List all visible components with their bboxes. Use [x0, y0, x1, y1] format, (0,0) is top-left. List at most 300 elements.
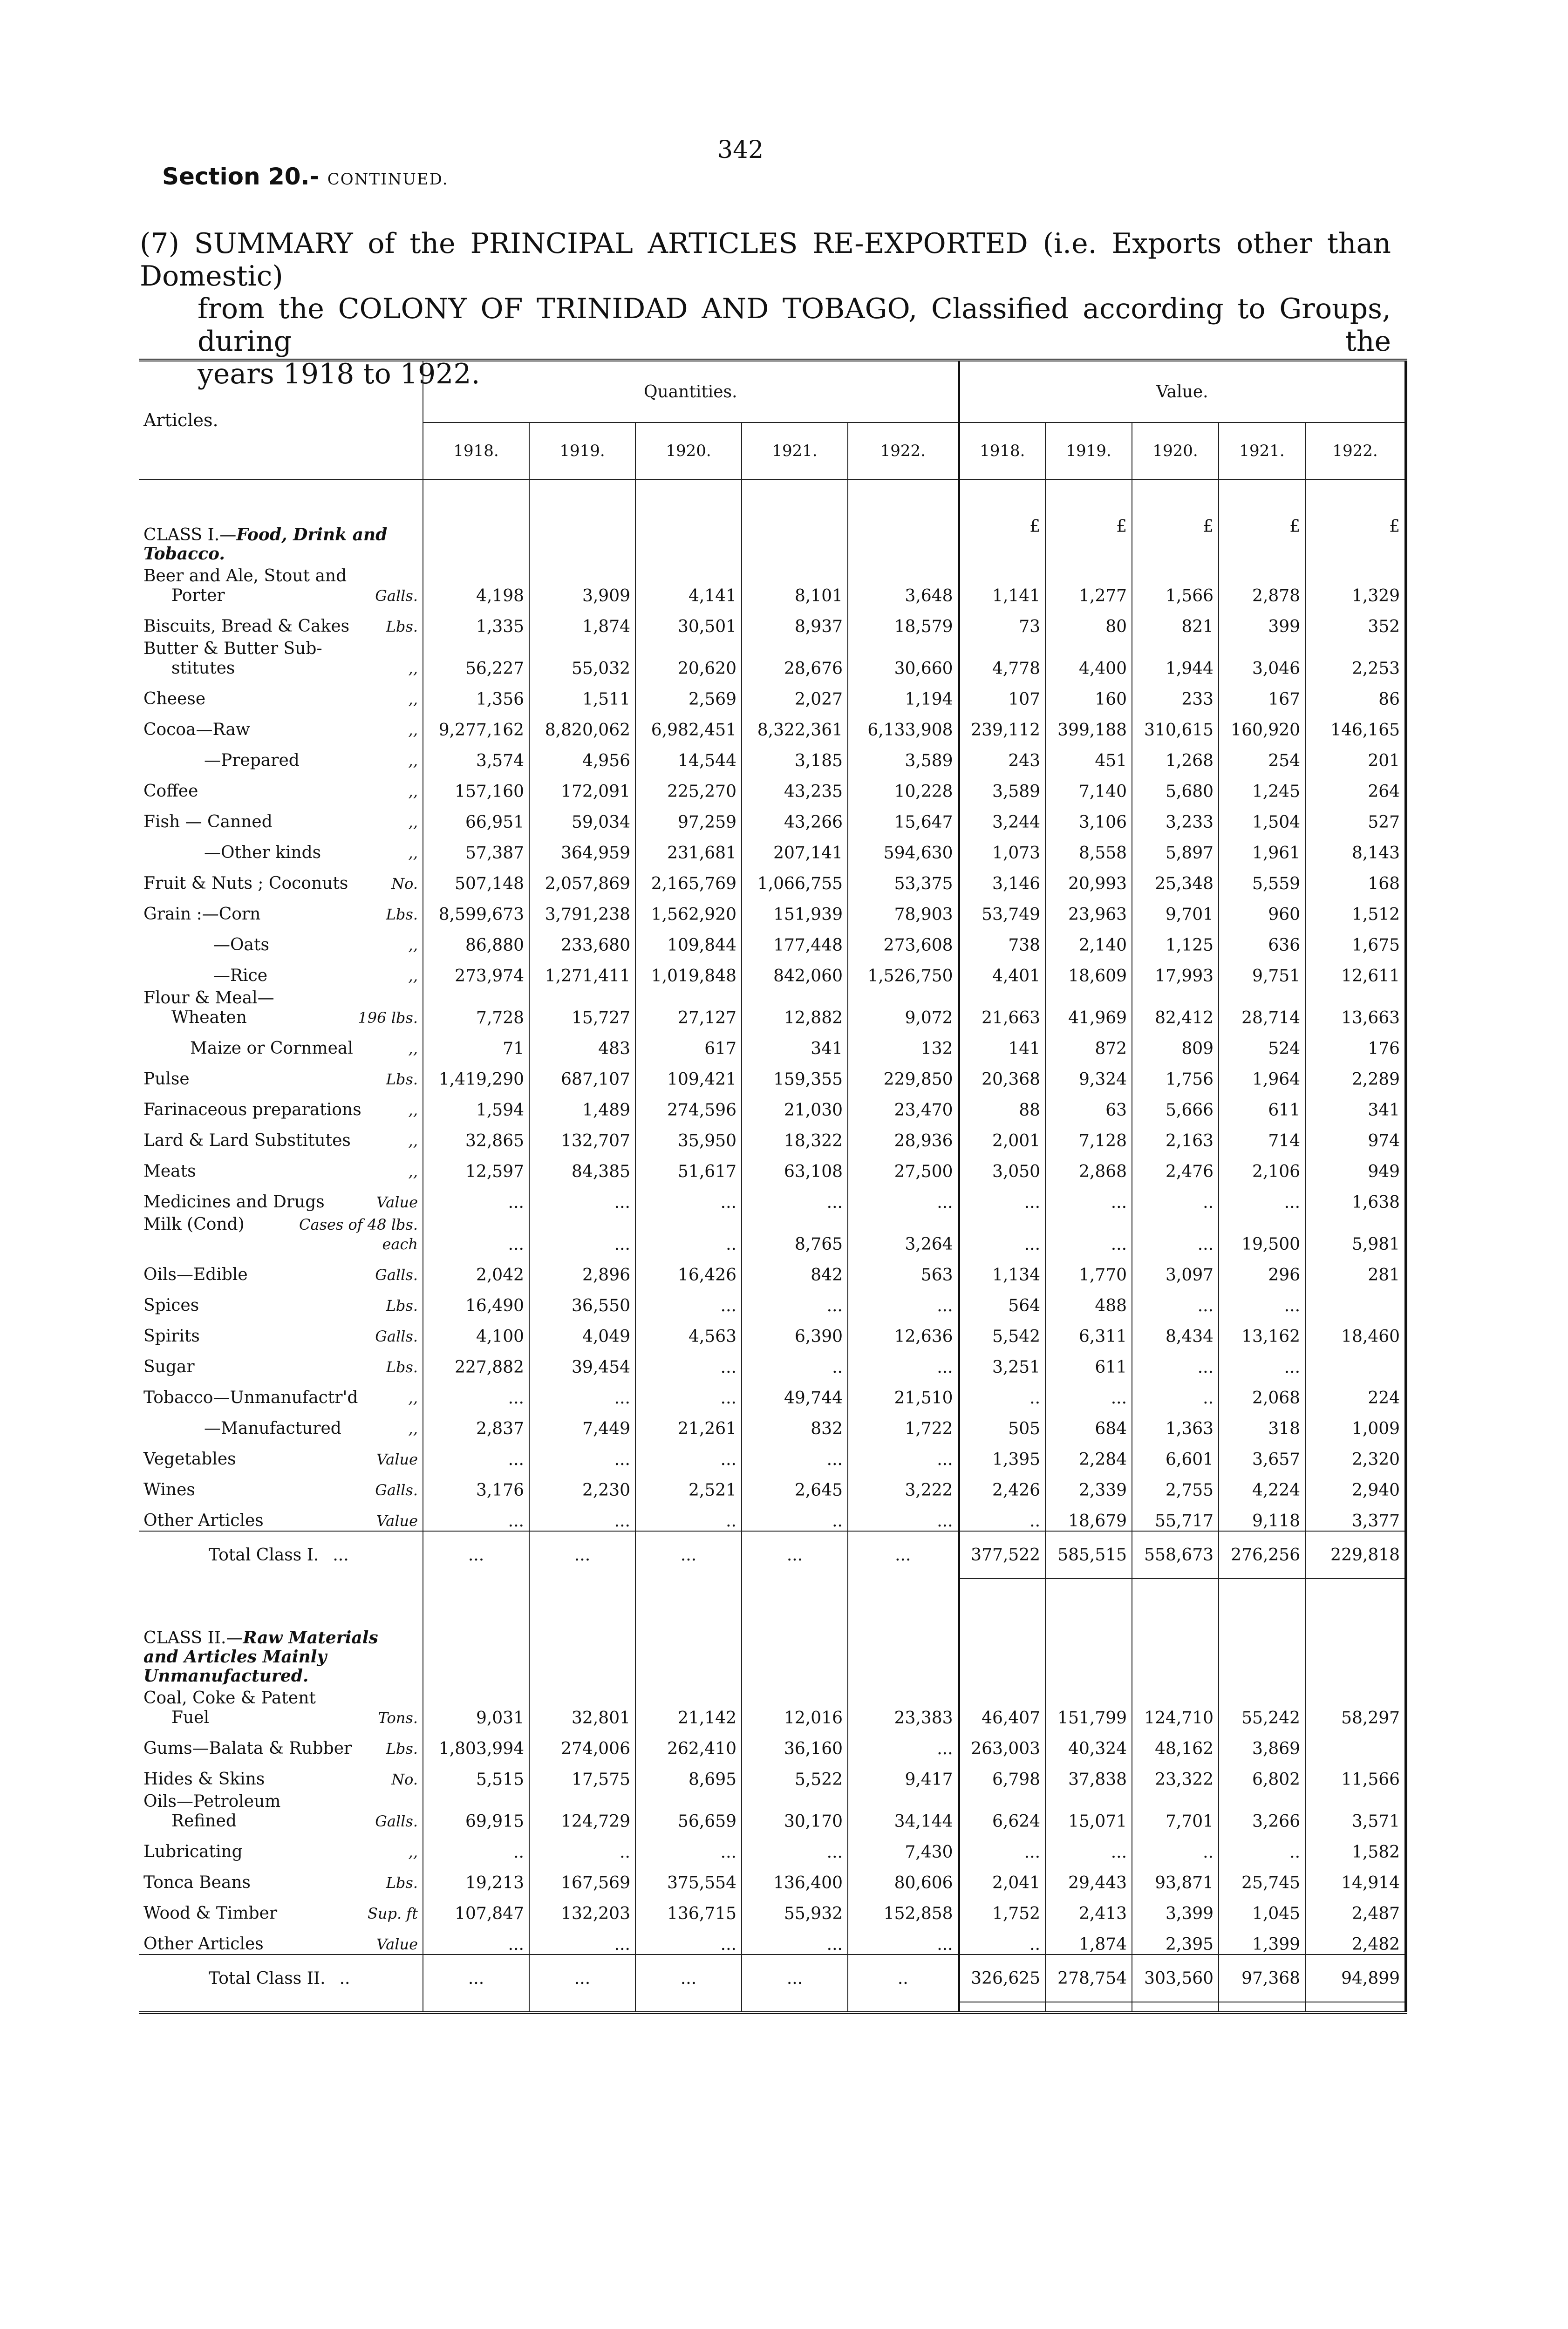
quantities-header: Quantities. [423, 360, 959, 422]
table-row [139, 1254, 1406, 1285]
quantity-cell: 274,006 [529, 1728, 635, 1758]
article-name-cont [143, 1008, 418, 1028]
quantity-cell: 12,882 [742, 986, 848, 1028]
table-row [139, 1058, 1406, 1089]
value-cell: 233 [1132, 678, 1219, 709]
value-cell: 505 [959, 1408, 1045, 1438]
spacer-cell [635, 2002, 742, 2013]
quantity-cell: .. [635, 1500, 742, 1531]
class2-total-label [139, 1954, 423, 2002]
quantity-cell: ... [848, 1438, 959, 1469]
quantity-cell: ... [423, 1212, 529, 1254]
quantity-cell: 5,522 [742, 1758, 848, 1789]
article-name: Butter & Butter Sub- [143, 639, 322, 658]
quantity-cell: 483 [529, 1028, 635, 1058]
quantity-cell: 16,490 [423, 1285, 529, 1315]
spacer-cell [423, 489, 529, 564]
table-row [139, 678, 1406, 709]
table-row [139, 709, 1406, 740]
quantity-cell: 2,027 [742, 678, 848, 709]
quantity-cell: 273,974 [423, 955, 529, 986]
value-cell: .. [959, 1500, 1045, 1531]
article-label [139, 1377, 423, 1408]
table-row [139, 1438, 1406, 1469]
table-row [139, 1151, 1406, 1181]
quantity-cell: 8,599,673 [423, 893, 529, 924]
quantity-cell: 4,049 [529, 1315, 635, 1346]
total-quantity-cell: .. [848, 1954, 959, 2002]
quantity-cell: 55,032 [529, 636, 635, 678]
article-name: Biscuits, Bread & Cakes [143, 617, 350, 636]
value-cell: 4,778 [959, 636, 1045, 678]
quantity-cell: 21,261 [635, 1408, 742, 1438]
quantity-cell: 55,932 [742, 1893, 848, 1923]
value-cell: 5,981 [1305, 1212, 1406, 1254]
quantity-cell: 8,322,361 [742, 709, 848, 740]
quantity-cell: 2,896 [529, 1254, 635, 1285]
value-cell: 3,266 [1219, 1789, 1305, 1831]
article-label [139, 1058, 423, 1089]
spacer-cell [635, 479, 742, 489]
value-cell: 11,566 [1305, 1758, 1406, 1789]
table-row [139, 1789, 1406, 1831]
quantity-cell: 9,277,162 [423, 709, 529, 740]
quantity-cell: 172,091 [529, 770, 635, 801]
article-label [139, 1408, 423, 1438]
value-cell: 28,714 [1219, 986, 1305, 1028]
total-value-cell: 97,368 [1219, 1954, 1305, 2002]
value-cell: 6,311 [1045, 1315, 1132, 1346]
quantity-year-header: 1918. [423, 422, 529, 479]
quantity-cell: 97,259 [635, 801, 742, 832]
quantity-cell: ... [742, 1285, 848, 1315]
total-quantity-cell: ... [423, 1531, 529, 1579]
value-cell: 3,869 [1219, 1728, 1305, 1758]
article-name-line2: stitutes [171, 659, 235, 678]
quantity-cell: 1,019,848 [635, 955, 742, 986]
article-unit: Value [376, 1512, 418, 1530]
value-cell: 20,368 [959, 1058, 1045, 1089]
article-label [139, 564, 423, 606]
articles-header: Articles. [143, 410, 218, 430]
quantity-cell: 229,850 [848, 1058, 959, 1089]
value-cell: 21,663 [959, 986, 1045, 1028]
quantity-cell: 23,383 [848, 1686, 959, 1728]
value-cell: 2,001 [959, 1120, 1045, 1151]
article-unit: Value [376, 1935, 418, 1953]
value-cell: 4,224 [1219, 1469, 1305, 1500]
article-unit: ,, [408, 967, 418, 985]
quantity-cell: ... [848, 1346, 959, 1377]
spacer-cell [529, 1579, 635, 1593]
quantity-cell: 375,554 [635, 1862, 742, 1893]
value-cell: 2,320 [1305, 1438, 1406, 1469]
quantity-cell: 1,526,750 [848, 955, 959, 986]
class1-heading-label: CLASS I.— [143, 525, 237, 545]
total-quantity-cell: ... [529, 1531, 635, 1579]
value-cell: 18,679 [1045, 1500, 1132, 1531]
article-label [139, 955, 423, 986]
value-cell: 23,963 [1045, 893, 1132, 924]
quantity-cell: 1,356 [423, 678, 529, 709]
currency-cell: £ [959, 489, 1045, 564]
value-cell: 6,798 [959, 1758, 1045, 1789]
article-unit: Galls. [375, 1328, 418, 1345]
article-unit: ,, [408, 1420, 418, 1437]
quantity-cell: 9,031 [423, 1686, 529, 1728]
quantity-cell: 2,521 [635, 1469, 742, 1500]
table-row [139, 955, 1406, 986]
value-cell: 13,663 [1305, 986, 1406, 1028]
quantity-cell: 32,865 [423, 1120, 529, 1151]
value-cell: 5,559 [1219, 863, 1305, 893]
table-row [139, 1862, 1406, 1893]
quantity-cell: 231,681 [635, 832, 742, 863]
spacer-cell [423, 1579, 529, 1593]
value-cell: 263,003 [959, 1728, 1045, 1758]
quantity-cell: 9,417 [848, 1758, 959, 1789]
value-cell: .. [959, 1377, 1045, 1408]
class2-total-text: Total Class II. [209, 1968, 326, 1988]
value-cell: .. [959, 1923, 1045, 1954]
quantity-cell: 617 [635, 1028, 742, 1058]
value-cell: 2,140 [1045, 924, 1132, 955]
table-row [139, 1089, 1406, 1120]
total-value-cell: 276,256 [1219, 1531, 1305, 1579]
value-cell: 86 [1305, 678, 1406, 709]
spacer-cell [529, 489, 635, 564]
quantity-cell: 124,729 [529, 1789, 635, 1831]
quantity-cell: 53,375 [848, 863, 959, 893]
class2-heading [139, 1593, 423, 1686]
quantity-cell: 4,100 [423, 1315, 529, 1346]
quantity-cell: 842,060 [742, 955, 848, 986]
value-cell: 1,944 [1132, 636, 1219, 678]
value-cell: 1,141 [959, 564, 1045, 606]
value-cell: 25,348 [1132, 863, 1219, 893]
quantity-cell: .. [742, 1500, 848, 1531]
value-cell: 2,755 [1132, 1469, 1219, 1500]
quantity-cell: 56,227 [423, 636, 529, 678]
value-cell: 1,504 [1219, 801, 1305, 832]
value-cell: ... [1045, 1181, 1132, 1212]
article-name: Fish — Canned [143, 812, 273, 831]
quantity-cell: 32,801 [529, 1686, 635, 1728]
quantity-cell: 1,803,994 [423, 1728, 529, 1758]
article-name-line2: Refined [171, 1811, 237, 1831]
quantity-cell: 28,676 [742, 636, 848, 678]
article-label [139, 1120, 423, 1151]
article-unit: Lbs. [386, 1740, 418, 1757]
quantity-cell: 136,400 [742, 1862, 848, 1893]
quantity-cell: 2,645 [742, 1469, 848, 1500]
summary-table-container [139, 359, 1406, 2014]
table-row [139, 740, 1406, 770]
quantity-cell: 30,660 [848, 636, 959, 678]
quantity-cell: 4,956 [529, 740, 635, 770]
quantity-cell: ... [423, 1923, 529, 1954]
quantity-cell: 4,198 [423, 564, 529, 606]
quantity-cell: 152,858 [848, 1893, 959, 1923]
spacer-cell [139, 1579, 423, 1593]
quantity-cell: 8,101 [742, 564, 848, 606]
table-row [139, 1923, 1406, 1954]
value-cell: 2,041 [959, 1862, 1045, 1893]
quantity-cell: 15,647 [848, 801, 959, 832]
table-row [139, 986, 1406, 1028]
article-label [139, 1285, 423, 1315]
quantity-cell: 1,562,920 [635, 893, 742, 924]
quantity-cell: 6,133,908 [848, 709, 959, 740]
quantity-cell: 842 [742, 1254, 848, 1285]
quantity-cell: 109,421 [635, 1058, 742, 1089]
article-name: —Manufactured [204, 1419, 341, 1438]
value-cell: 3,251 [959, 1346, 1045, 1377]
section-heading [162, 163, 449, 190]
article-label [139, 1789, 423, 1831]
quantity-cell: 30,170 [742, 1789, 848, 1831]
article-unit: ,, [408, 1101, 418, 1119]
value-cell [1305, 1728, 1406, 1758]
article-label [139, 801, 423, 832]
value-year-header: 1919. [1045, 422, 1132, 479]
article-name: —Prepared [204, 751, 300, 770]
quantity-cell: 36,550 [529, 1285, 635, 1315]
spacer-cell [635, 1593, 742, 1686]
quantity-cell: 4,563 [635, 1315, 742, 1346]
quantity-cell: ... [848, 1728, 959, 1758]
article-unit: ,, [408, 783, 418, 800]
table-row [139, 1285, 1406, 1315]
article-name-cont [143, 1811, 418, 1831]
quantity-cell: 28,936 [848, 1120, 959, 1151]
value-cell: 1,582 [1305, 1831, 1406, 1862]
value-cell: 714 [1219, 1120, 1305, 1151]
article-name: Meats [143, 1162, 196, 1181]
quantity-cell: 207,141 [742, 832, 848, 863]
value-cell: 341 [1305, 1089, 1406, 1120]
quantity-cell: 7,430 [848, 1831, 959, 1862]
quantity-cell: 167,569 [529, 1862, 635, 1893]
value-cell: 13,162 [1219, 1315, 1305, 1346]
value-cell: 3,046 [1219, 636, 1305, 678]
total-quantity-cell: ... [742, 1531, 848, 1579]
value-cell: 2,413 [1045, 1893, 1132, 1923]
article-label [139, 1758, 423, 1789]
class1-heading-row [139, 489, 1406, 564]
quantity-cell: ... [742, 1181, 848, 1212]
quantity-cell: 3,176 [423, 1469, 529, 1500]
article-name-cont [143, 586, 418, 606]
table-row [139, 1028, 1406, 1058]
quantity-cell: 71 [423, 1028, 529, 1058]
value-cell: 2,487 [1305, 1893, 1406, 1923]
value-cell: 167 [1219, 678, 1305, 709]
quantity-cell: 364,959 [529, 832, 635, 863]
article-label [139, 678, 423, 709]
quantity-cell: 109,844 [635, 924, 742, 955]
article-unit: ,, [408, 752, 418, 770]
total-quantity-cell: ... [742, 1954, 848, 2002]
spacer-cell [1045, 2002, 1132, 2013]
spacer-cell [742, 2002, 848, 2013]
quantity-cell: ... [423, 1377, 529, 1408]
value-cell: 1,134 [959, 1254, 1045, 1285]
quantity-cell: 10,228 [848, 770, 959, 801]
spacer-cell [139, 2002, 423, 2013]
quantity-cell: 157,160 [423, 770, 529, 801]
spacer-cell [848, 479, 959, 489]
quantity-cell: 132,707 [529, 1120, 635, 1151]
quantity-cell: 3,909 [529, 564, 635, 606]
table-row [139, 1500, 1406, 1531]
article-unit: ,, [408, 1843, 418, 1861]
quantity-cell: ... [635, 1346, 742, 1377]
spacer-cell [1219, 2002, 1305, 2013]
spacer-cell [529, 2002, 635, 2013]
value-cell: 1,045 [1219, 1893, 1305, 1923]
article-label [139, 1254, 423, 1285]
value-cell: 1,268 [1132, 740, 1219, 770]
quantity-cell: 21,142 [635, 1686, 742, 1728]
value-cell: 1,756 [1132, 1058, 1219, 1089]
value-cell: 821 [1132, 606, 1219, 636]
title-line-3: years 1918 to 1922. [198, 358, 480, 390]
value-cell: ... [959, 1831, 1045, 1862]
quantity-cell: ... [635, 1377, 742, 1408]
summary-table [139, 359, 1407, 2014]
article-label [139, 1089, 423, 1120]
table-row [139, 1120, 1406, 1151]
article-name-line2: Porter [171, 586, 225, 605]
value-cell: 14,914 [1305, 1862, 1406, 1893]
spacer-cell [1045, 1593, 1132, 1686]
value-cell: 3,097 [1132, 1254, 1219, 1285]
article-name: Oils—Petroleum [143, 1792, 281, 1811]
currency-cell: £ [1045, 489, 1132, 564]
quantity-cell: .. [423, 1831, 529, 1862]
article-label [139, 893, 423, 924]
article-name: Lubricating [143, 1842, 243, 1861]
article-name: Beer and Ale, Stout and [143, 566, 347, 586]
value-cell: ... [1045, 1212, 1132, 1254]
quantity-cell: 5,515 [423, 1758, 529, 1789]
value-cell: 254 [1219, 740, 1305, 770]
quantity-cell: 16,426 [635, 1254, 742, 1285]
article-name: Fruit & Nuts ; Coconuts [143, 874, 348, 893]
article-name: Cocoa—Raw [143, 720, 250, 739]
quantity-cell: 2,165,769 [635, 863, 742, 893]
table-row [139, 1315, 1406, 1346]
article-name: Pulse [143, 1069, 190, 1089]
article-name-line2: Wheaten [171, 1008, 247, 1027]
table-row [139, 863, 1406, 893]
quantity-cell: ... [635, 1923, 742, 1954]
table-row [139, 1893, 1406, 1923]
quantity-cell: 3,222 [848, 1469, 959, 1500]
class1-total-label [139, 1531, 423, 1579]
spacer-row [139, 479, 1406, 489]
value-cell: 88 [959, 1089, 1045, 1120]
article-label [139, 1923, 423, 1954]
quantity-cell: 341 [742, 1028, 848, 1058]
quantity-cell: 233,680 [529, 924, 635, 955]
quantity-cell: 66,951 [423, 801, 529, 832]
value-cell: 399,188 [1045, 709, 1132, 740]
quantity-cell: 12,016 [742, 1686, 848, 1728]
spacer-cell [959, 1593, 1045, 1686]
value-cell: 9,751 [1219, 955, 1305, 986]
class2-heading-row [139, 1593, 1406, 1686]
article-name-cont [143, 659, 418, 678]
spacer-cell [848, 1579, 959, 1593]
value-cell: 23,322 [1132, 1758, 1219, 1789]
article-label [139, 1315, 423, 1346]
spacer-cell [959, 1579, 1045, 1593]
article-label [139, 1028, 423, 1058]
value-cell: 18,460 [1305, 1315, 1406, 1346]
table-row [139, 1408, 1406, 1438]
article-label [139, 1893, 423, 1923]
quantity-cell: .. [635, 1212, 742, 1254]
quantity-cell: 27,500 [848, 1151, 959, 1181]
value-cell: 124,710 [1132, 1686, 1219, 1728]
quantity-cell: ... [742, 1438, 848, 1469]
value-cell: 3,244 [959, 801, 1045, 832]
value-cell: 1,125 [1132, 924, 1219, 955]
value-cell: 3,589 [959, 770, 1045, 801]
table-row [139, 1346, 1406, 1377]
article-label [139, 1151, 423, 1181]
quantity-cell: 2,837 [423, 1408, 529, 1438]
class1-total-row [139, 1531, 1406, 1579]
value-cell: 2,163 [1132, 1120, 1219, 1151]
article-name: Gums—Balata & Rubber [143, 1739, 352, 1758]
article-name: Coal, Coke & Patent [143, 1689, 316, 1708]
value-cell: 2,395 [1132, 1923, 1219, 1954]
value-cell: 949 [1305, 1151, 1406, 1181]
value-cell: 451 [1045, 740, 1132, 770]
value-cell: 58,297 [1305, 1686, 1406, 1728]
value-cell: 1,512 [1305, 893, 1406, 924]
value-cell: 2,476 [1132, 1151, 1219, 1181]
quantity-cell: 20,620 [635, 636, 742, 678]
value-cell: 2,253 [1305, 636, 1406, 678]
quantity-year-header: 1919. [529, 422, 635, 479]
quantity-cell: ... [529, 1181, 635, 1212]
table-row [139, 564, 1406, 606]
quantity-cell: 57,387 [423, 832, 529, 863]
quantity-cell: 27,127 [635, 986, 742, 1028]
quantity-cell: 21,030 [742, 1089, 848, 1120]
total-value-cell: 94,899 [1305, 1954, 1406, 2002]
quantity-year-header: 1921. [742, 422, 848, 479]
value-cell: 1,675 [1305, 924, 1406, 955]
total-value-cell: 278,754 [1045, 1954, 1132, 2002]
article-unit: ,, [408, 1163, 418, 1180]
quantity-cell: 43,235 [742, 770, 848, 801]
quantity-cell: .. [742, 1346, 848, 1377]
spacer-cell [423, 479, 529, 489]
class1-total-text: Total Class I. [209, 1545, 319, 1565]
quantity-cell: 107,847 [423, 1893, 529, 1923]
quantity-cell: ... [635, 1181, 742, 1212]
value-cell: ... [959, 1181, 1045, 1212]
article-label [139, 1181, 423, 1212]
quantity-cell: ... [742, 1831, 848, 1862]
spacer-cell [635, 1579, 742, 1593]
article-name-line2: Fuel [171, 1708, 209, 1727]
